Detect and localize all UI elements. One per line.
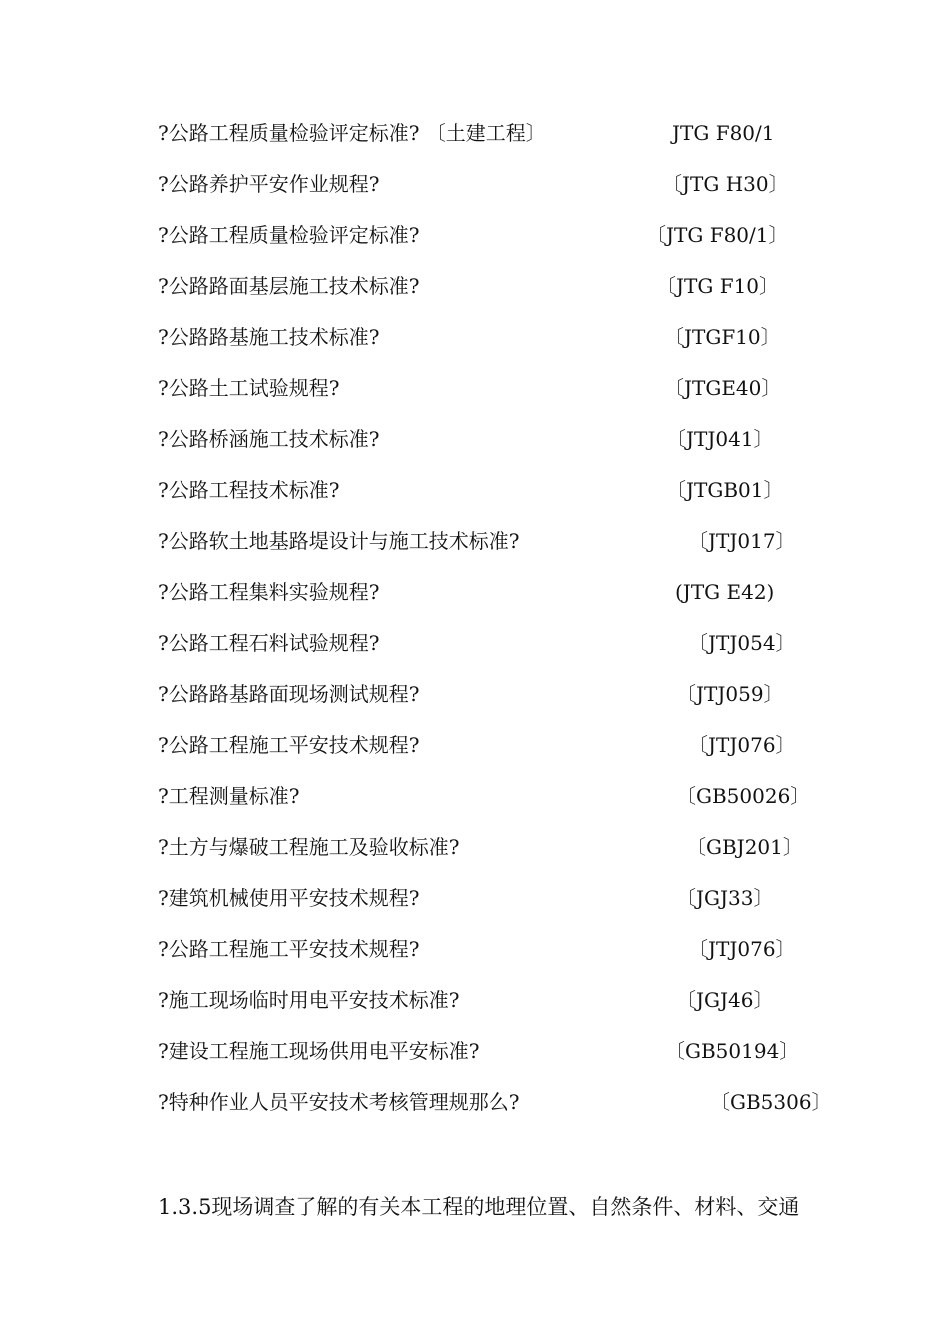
standard-row: [0, 424, 950, 454]
standard-code: 〔JTGF10〕: [664, 325, 781, 349]
standard-row: [0, 628, 950, 658]
standard-code: 〔JTJ076〕: [688, 937, 796, 961]
standard-code: 〔JTJ054〕: [688, 631, 796, 655]
standard-row: [0, 1036, 950, 1066]
standard-title: ?公路工程质量检验评定标准? 〔土建工程〕: [158, 121, 546, 145]
standard-row: [0, 526, 950, 556]
standard-row: [0, 730, 950, 760]
standard-row: [0, 985, 950, 1015]
standard-code: 〔JGJ46〕: [676, 988, 774, 1012]
standard-title: ?公路工程技术标准?: [158, 478, 340, 502]
standard-row: [0, 271, 950, 301]
standard-title: ?公路路基路面现场测试规程?: [158, 682, 420, 706]
standard-title: ?公路工程石料试验规程?: [158, 631, 380, 655]
standard-title: ?特种作业人员平安技术考核管理规那么?: [158, 1090, 520, 1114]
standard-title: ?建筑机械使用平安技术规程?: [158, 886, 420, 910]
standard-title: ?公路软土地基路堤设计与施工技术标准?: [158, 529, 520, 553]
standard-title: ?施工现场临时用电平安技术标准?: [158, 988, 460, 1012]
standard-title: ?公路工程施工平安技术规程?: [158, 937, 420, 961]
standard-title: ?公路桥涵施工技术标准?: [158, 427, 380, 451]
standard-code: 〔GB50194〕: [665, 1039, 800, 1063]
standard-title: ?工程测量标准?: [158, 784, 300, 808]
standard-row: [0, 373, 950, 403]
standard-code: 〔GB50026〕: [676, 784, 811, 808]
standard-title: ?土方与爆破工程施工及验收标准?: [158, 835, 460, 859]
standard-row: [0, 781, 950, 811]
standard-row: [0, 679, 950, 709]
standard-code: 〔JTG H30〕: [662, 172, 789, 196]
standard-code: 〔GB5306〕: [710, 1090, 832, 1114]
standard-code: 〔JTGB01〕: [666, 478, 784, 502]
standard-row: [0, 169, 950, 199]
standard-title: ?公路养护平安作业规程?: [158, 172, 380, 196]
standard-code: 〔JTJ017〕: [688, 529, 796, 553]
standard-row: [0, 883, 950, 913]
standard-row: [0, 934, 950, 964]
standard-title: ?建设工程施工现场供用电平安标准?: [158, 1039, 480, 1063]
standard-row: [0, 832, 950, 862]
standard-code: 〔JTG F80/1〕: [646, 223, 789, 247]
standard-title: ?公路路面基层施工技术标准?: [158, 274, 420, 298]
standard-title: ?公路工程施工平安技术规程?: [158, 733, 420, 757]
standard-code: 〔JTJ076〕: [688, 733, 796, 757]
standard-code: JTG F80/1: [672, 121, 775, 145]
standard-code: 〔JTJ041〕: [666, 427, 774, 451]
section-heading: 1.3.5现场调查了解的有关本工程的地理位置、自然条件、材料、交通: [158, 1195, 800, 1219]
standard-title: ?公路工程质量检验评定标准?: [158, 223, 420, 247]
standard-code: 〔JGJ33〕: [676, 886, 774, 910]
standard-title: ?公路工程集料实验规程?: [158, 580, 380, 604]
standard-code: 〔JTG F10〕: [656, 274, 780, 298]
standard-row: [0, 577, 950, 607]
standard-code: 〔JTJ059〕: [676, 682, 784, 706]
standard-row: [0, 475, 950, 505]
standard-row: [0, 220, 950, 250]
standard-code: (JTG E42): [675, 580, 775, 604]
standard-title: ?公路路基施工技术标准?: [158, 325, 380, 349]
standard-title: ?公路土工试验规程?: [158, 376, 340, 400]
standard-row: [0, 322, 950, 352]
standard-row: [0, 118, 950, 148]
standard-row: [0, 1087, 950, 1117]
standard-code: 〔JTGE40〕: [664, 376, 782, 400]
standard-code: 〔GBJ201〕: [686, 835, 803, 859]
